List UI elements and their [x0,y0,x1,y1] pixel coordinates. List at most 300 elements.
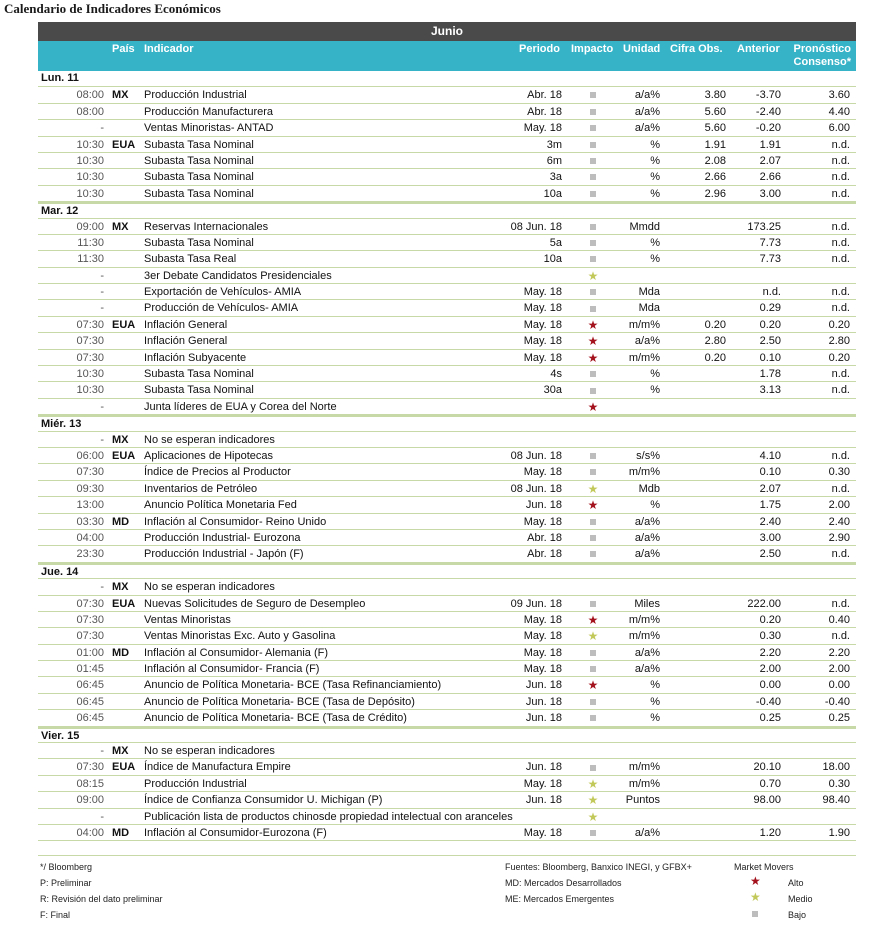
forecast-cell: 2.80 [828,335,850,348]
table-row [38,251,856,267]
period-cell: May. 18 [523,630,562,643]
prev-cell: 173.25 [747,220,781,233]
indicator-cell: Junta líderes de EUA y Corea del Norte [144,400,337,413]
col-prev: Anterior [737,43,780,55]
unit-cell: % [650,499,660,512]
table-row [38,350,856,366]
period-cell: Jun. 18 [525,695,562,708]
unit-cell: a/a% [634,335,660,348]
country-cell: MD [112,515,130,528]
prev-cell: n.d. [762,286,781,299]
period-cell: May. 18 [523,302,562,315]
legend-medio-label: Medio [788,894,813,904]
table-row [38,104,856,120]
period-cell: May. 18 [523,351,562,364]
forecast-cell: 1.90 [828,826,850,839]
forecast-cell: 0.30 [828,466,850,479]
unit-cell: m/m% [628,318,660,331]
impact-low-square-icon [578,515,608,529]
unit-cell: Puntos [625,794,660,807]
col-forecast [793,43,851,69]
impact-low-square-icon [578,662,608,676]
prev-cell: 0.00 [759,679,781,692]
period-cell: 6m [546,154,562,167]
time-cell: 10:30 [76,171,104,184]
indicator-cell: Aplicaciones de Hipotecas [144,449,274,462]
period-cell: May. 18 [523,286,562,299]
period-cell: May. 18 [523,777,562,790]
impact-low-square-icon [578,367,608,381]
table-row [38,432,856,448]
indicator-cell: Producción de Vehículos- AMIA [144,302,299,315]
prev-cell: 1.20 [759,826,781,839]
unit-cell: m/m% [628,613,660,626]
period-cell: Jun. 18 [525,679,562,692]
impact-medium-star-icon: ★ [587,809,599,824]
forecast-cell: n.d. [831,138,850,151]
table-row [38,825,856,841]
period-cell: Jun. 18 [525,761,562,774]
unit-cell: a/a% [634,89,660,102]
time-cell: 06:00 [76,449,104,462]
table-row [38,169,856,185]
period-cell: May. 18 [523,826,562,839]
month-header: Junio [38,22,856,41]
legend-alto-label: Alto [788,878,804,888]
time-cell: - [100,269,104,282]
table-row [38,268,856,284]
col-impact: Impacto [571,43,614,55]
obs-cell: 1.91 [704,138,726,151]
day-label: Lun. 11 [41,72,79,84]
period-cell: 30a [543,384,562,397]
indicator-cell: Subasta Tasa Nominal [144,154,254,167]
unit-cell: a/a% [634,548,660,561]
col-indicator: Indicador [144,43,194,55]
impact-low-square-icon [578,760,608,774]
prev-cell: 98.00 [753,794,781,807]
forecast-cell: n.d. [831,384,850,397]
time-cell: 01:00 [76,646,104,659]
country-cell: MD [112,646,130,659]
impact-low-square-icon [578,154,608,168]
period-cell: May. 18 [523,663,562,676]
country-cell: MX [112,220,129,233]
indicator-cell: Anuncio Política Monetaria Fed [144,499,297,512]
unit-cell: % [650,171,660,184]
forecast-cell: 3.60 [828,89,850,102]
time-cell: 10:30 [76,154,104,167]
time-cell: 07:30 [76,761,104,774]
indicator-cell: Inflación General [144,318,228,331]
indicator-cell: Ventas Minoristas [144,613,231,626]
time-cell: - [100,302,104,315]
prev-cell: 2.50 [759,335,781,348]
indicator-cell: Producción Industrial [144,777,247,790]
day-label: Miér. 13 [41,418,82,431]
time-cell: 11:30 [77,236,104,249]
impact-low-square-icon [578,547,608,561]
col-period: Periodo [519,43,560,55]
indicator-cell: Índice de Confianza Consumidor U. Michigan (P) [144,794,383,807]
table-row [38,677,856,693]
table-row [38,448,856,464]
prev-cell: 2.07 [759,482,781,495]
indicator-cell: Producción Manufacturera [144,105,274,118]
table-row [38,87,856,103]
time-cell: 07:30 [76,466,104,479]
prev-cell: 3.13 [759,384,781,397]
col-country: País [112,43,135,55]
prev-cell: 0.10 [759,466,781,479]
table-row [38,792,856,808]
forecast-cell: n.d. [831,368,850,381]
prev-cell: 0.25 [759,712,781,725]
indicator-cell: Inflación al Consumidor- Alemania (F) [144,646,329,659]
unit-cell: a/a% [634,515,660,528]
impact-low-square-icon [578,465,608,479]
obs-cell: 0.20 [704,351,726,364]
period-cell: Abr. 18 [527,105,562,118]
country-cell: MD [112,826,130,839]
unit-cell: Mda [638,302,660,315]
period-cell: 08 Jun. 18 [510,482,562,495]
impact-high-star-icon: ★ [587,678,599,693]
table-row [38,809,856,825]
prev-cell: 2.50 [759,548,781,561]
impact-low-square-icon [578,383,608,397]
period-cell: 08 Jun. 18 [510,220,562,233]
period-cell: May. 18 [523,646,562,659]
period-cell: 4s [550,368,562,381]
impact-low-square-icon [578,187,608,201]
footer [38,855,856,920]
indicator-cell: Producción Industrial [144,89,247,102]
impact-medium-star-icon: ★ [587,268,599,283]
impact-low-square-icon [578,170,608,184]
table-row [38,284,856,300]
unit-cell: Miles [634,597,660,610]
obs-cell: 5.60 [704,122,726,135]
period-cell: Jun. 18 [525,794,562,807]
table-row [38,661,856,677]
time-cell: 07:30 [76,335,104,348]
time-cell: - [100,810,104,823]
unit-cell: s/s% [636,449,660,462]
table-row [38,628,856,644]
impact-high-star-icon: ★ [587,399,599,414]
note-me: ME: Mercados Emergentes [505,894,615,904]
country-cell: EUA [112,318,136,331]
time-cell: 04:00 [76,826,104,839]
prev-cell: 1.78 [759,368,781,381]
indicator-cell: Producción Industrial - Japón (F) [144,548,304,561]
indicator-cell: Subasta Tasa Nominal [144,187,254,200]
indicator-cell: No se esperan indicadores [144,433,275,446]
forecast-cell: n.d. [831,302,850,315]
prev-cell: -0.20 [755,122,781,135]
period-cell: 3m [546,138,562,151]
prev-cell: 0.10 [759,351,781,364]
time-cell: 07:30 [76,351,104,364]
unit-cell: Mda [638,286,660,299]
unit-cell: a/a% [634,531,660,544]
time-cell: - [100,400,104,413]
country-cell: EUA [112,449,136,462]
forecast-cell: 4.40 [828,105,850,118]
indicator-cell: No se esperan indicadores [144,745,275,758]
prev-cell: 2.66 [759,171,781,184]
prev-cell: 0.20 [759,318,781,331]
table-row [38,300,856,316]
table-row [38,481,856,497]
sources: Fuentes: Bloomberg, Banxico INEGI, y GFBX+ [505,862,692,872]
impact-low-square-icon [578,301,608,315]
indicator-cell: Anuncio de Política Monetaria- BCE (Tasa de Crédito) [144,712,407,725]
impact-high-star-icon: ★ [587,317,599,332]
impact-low-square-icon [578,236,608,250]
impact-high-star-icon: ★ [587,498,599,513]
unit-cell: % [650,368,660,381]
unit-cell: a/a% [634,105,660,118]
legend-bajo-icon [752,908,758,918]
note-preliminar: P: Preliminar [40,878,92,888]
forecast-cell: n.d. [831,548,850,561]
unit-cell: m/m% [628,351,660,364]
time-cell: 11:30 [77,253,104,266]
unit-cell: % [650,712,660,725]
country-cell: MX [112,433,129,446]
table-row [38,694,856,710]
table-row [38,710,856,726]
forecast-cell: n.d. [831,220,850,233]
note-revision: R: Revisión del dato preliminar [40,894,163,904]
prev-cell: 222.00 [747,597,781,610]
indicator-cell: Publicación lista de productos chinosde propiedad intelectual con aranceles [144,810,513,823]
table-row [38,219,856,235]
day-row [38,563,856,579]
impact-medium-star-icon: ★ [587,793,599,808]
time-cell: 07:30 [76,630,104,643]
period-cell: May. 18 [523,466,562,479]
indicator-cell: Subasta Tasa Nominal [144,236,254,249]
time-cell: 09:00 [76,794,104,807]
impact-low-square-icon [578,597,608,611]
forecast-cell: -0.40 [824,695,850,708]
impact-medium-star-icon: ★ [587,776,599,791]
time-cell: 08:00 [76,105,104,118]
unit-cell: m/m% [628,466,660,479]
forecast-cell: 2.40 [828,515,850,528]
time-cell: 07:30 [76,613,104,626]
forecast-cell: 6.00 [828,122,850,135]
day-row [38,71,856,87]
period-cell: 5a [549,236,562,249]
prev-cell: 2.40 [759,515,781,528]
indicator-cell: Producción Industrial- Eurozona [144,531,301,544]
time-cell: 06:45 [76,712,104,725]
day-label: Vier. 15 [41,729,80,742]
indicator-cell: Nuevas Solicitudes de Seguro de Desempleo [144,597,366,610]
prev-cell: -2.40 [755,105,781,118]
table-row [38,317,856,333]
table-row [38,530,856,546]
time-cell: 08:00 [76,89,104,102]
time-cell: - [100,745,104,758]
table-row [38,186,856,202]
period-cell: 09 Jun. 18 [510,597,562,610]
note-bloomberg: */ Bloomberg [40,862,93,872]
unit-cell: % [650,253,660,266]
time-cell: 04:00 [76,531,104,544]
period-cell: May. 18 [523,122,562,135]
country-cell: EUA [112,597,136,610]
unit-cell: a/a% [634,122,660,135]
country-cell: EUA [112,138,136,151]
impact-low-square-icon [578,105,608,119]
impact-low-square-icon [578,531,608,545]
indicator-cell: Subasta Tasa Nominal [144,384,254,397]
table-row [38,382,856,398]
time-cell: - [100,581,104,594]
prev-cell: 4.10 [759,449,781,462]
period-cell: Abr. 18 [527,89,562,102]
table-row [38,514,856,530]
table-row [38,366,856,382]
table-row [38,137,856,153]
forecast-cell: 0.25 [828,712,850,725]
period-cell: 10a [543,187,562,200]
time-cell: 10:30 [76,368,104,381]
prev-cell: 20.10 [753,761,781,774]
table-row [38,759,856,775]
unit-cell: Mmdd [629,220,660,233]
impact-low-square-icon [578,285,608,299]
legend-title: Market Movers [734,862,794,872]
indicator-cell: Ventas Minoristas Exc. Auto y Gasolina [144,630,336,643]
obs-cell: 2.66 [704,171,726,184]
prev-cell: -0.40 [755,695,781,708]
time-cell: 13:00 [76,499,104,512]
impact-high-star-icon: ★ [587,612,599,627]
forecast-cell: n.d. [831,449,850,462]
indicator-cell: Inventarios de Petróleo [144,482,258,495]
time-cell: 09:00 [76,220,104,233]
unit-cell: m/m% [628,630,660,643]
col-unit: Unidad [623,43,661,55]
prev-cell: 0.29 [759,302,781,315]
unit-cell: % [650,679,660,692]
forecast-cell: n.d. [831,154,850,167]
impact-high-star-icon: ★ [587,334,599,349]
indicator-cell: Inflación al Consumidor-Eurozona (F) [144,826,327,839]
forecast-cell: n.d. [831,236,850,249]
country-cell: MX [112,89,129,102]
country-cell: EUA [112,761,136,774]
period-cell: Abr. 18 [527,548,562,561]
prev-cell: 1.75 [759,499,781,512]
forecast-cell: 2.20 [828,646,850,659]
time-cell: 06:45 [76,679,104,692]
country-cell: MX [112,581,129,594]
impact-low-square-icon [578,121,608,135]
prev-cell: 7.73 [759,253,781,266]
indicator-cell: Inflación al Consumidor- Reino Unido [144,515,327,528]
table-row [38,579,856,595]
prev-cell: 2.20 [759,646,781,659]
day-row [38,202,856,218]
table-row [38,645,856,661]
impact-low-square-icon [578,252,608,266]
obs-cell: 2.80 [704,335,726,348]
period-cell: 08 Jun. 18 [510,449,562,462]
indicator-cell: Subasta Tasa Nominal [144,171,254,184]
forecast-cell: n.d. [831,597,850,610]
period-cell: Abr. 18 [527,531,562,544]
time-cell: 06:45 [76,695,104,708]
table-row [38,776,856,792]
impact-low-square-icon [578,138,608,152]
forecast-cell: n.d. [831,286,850,299]
indicator-table [38,71,856,841]
time-cell: 01:45 [76,663,104,676]
obs-cell: 2.08 [704,154,726,167]
unit-cell: m/m% [628,761,660,774]
page-title: Calendario de Indicadores Económicos [4,1,221,16]
time-cell: 23:30 [76,548,104,561]
unit-cell: a/a% [634,826,660,839]
unit-cell: % [650,236,660,249]
table-row [38,612,856,628]
legend-alto-icon: ★ [750,874,761,888]
impact-medium-star-icon: ★ [587,629,599,644]
forecast-cell: 0.40 [828,613,850,626]
indicator-cell: Anuncio de Política Monetaria- BCE (Tasa Refinanciamiento) [144,679,442,692]
impact-low-square-icon [578,711,608,725]
legend-medio-icon: ★ [750,890,761,904]
indicator-cell: 3er Debate Candidatos Presidenciales [144,269,332,282]
column-headers [38,41,856,71]
unit-cell: a/a% [634,646,660,659]
impact-low-square-icon [578,646,608,660]
impact-medium-star-icon: ★ [587,481,599,496]
period-cell: 10a [543,253,562,266]
impact-high-star-icon: ★ [587,350,599,365]
time-cell: - [100,122,104,135]
prev-cell: -3.70 [755,89,781,102]
unit-cell: % [650,138,660,151]
prev-cell: 0.20 [759,613,781,626]
table-row [38,464,856,480]
table-row [38,153,856,169]
prev-cell: 0.70 [759,777,781,790]
day-row [38,415,856,431]
time-cell: - [100,433,104,446]
note-md: MD: Mercados Desarrollados [505,878,622,888]
table-row [38,546,856,562]
time-cell: 07:30 [76,318,104,331]
unit-cell: m/m% [628,777,660,790]
prev-cell: 2.07 [759,154,781,167]
obs-cell: 2.96 [704,187,726,200]
forecast-cell: n.d. [831,482,850,495]
table-row [38,120,856,136]
forecast-cell: 0.20 [828,351,850,364]
time-cell: 10:30 [76,138,104,151]
period-cell: May. 18 [523,613,562,626]
forecast-cell: n.d. [831,630,850,643]
forecast-cell: 2.00 [828,663,850,676]
